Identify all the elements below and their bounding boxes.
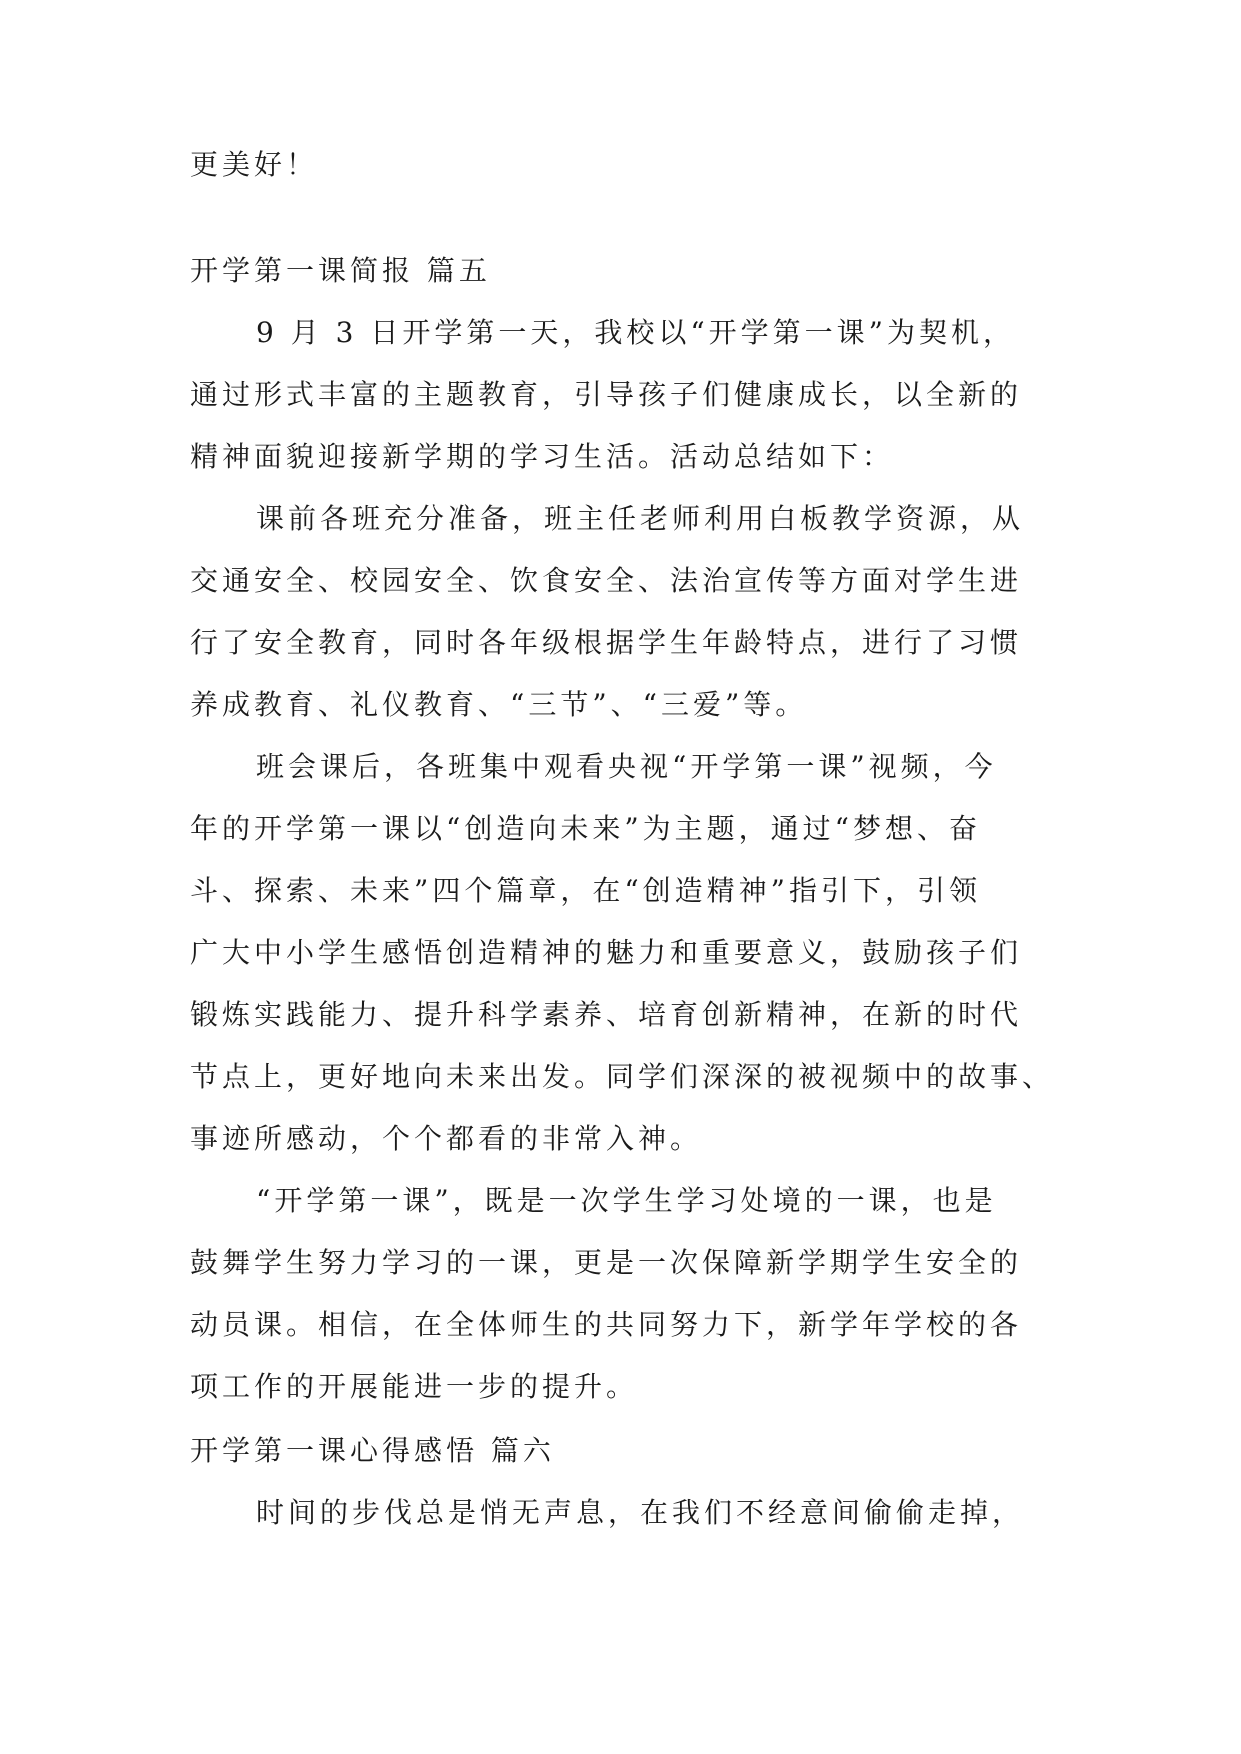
paragraph-line: 时间的步伐总是悄无声息，在我们不经意间偷偷走掉，	[256, 1496, 1025, 1529]
section-five	[190, 240, 1055, 1418]
paragraph-line: 锻炼实践能力、提升科学素养、培育创新精神，在新的时代	[190, 998, 1023, 1031]
paragraph-line: 交通安全、校园安全、饮食安全、法治宣传等方面对学生进	[190, 564, 1023, 597]
paragraph-line: 班会课后，各班集中观看央视“开学第一课”视频，今	[256, 750, 997, 783]
paragraph-line: 节点上，更好地向未来出发。同学们深深的被视频中的故事、	[190, 1060, 1055, 1093]
paragraph-line: 行了安全教育，同时各年级根据学生年龄特点，进行了习惯	[190, 626, 1023, 659]
paragraph-line: 养成教育、礼仪教育、“三节”、“三爱”等。	[190, 688, 808, 721]
paragraph-line: 鼓舞学生努力学习的一课，更是一次保障新学期学生安全的	[190, 1246, 1023, 1279]
paragraph-line: 课前各班充分准备，班主任老师利用白板教学资源，从	[256, 502, 1025, 535]
section-six-heading: 开学第一课心得感悟 篇六	[190, 1434, 555, 1467]
paragraph-line: 动员课。相信，在全体师生的共同努力下，新学年学校的各	[190, 1308, 1023, 1341]
section-six	[190, 1420, 1050, 1544]
paragraph-line: 9 月 3 日开学第一天，我校以“开学第一课”为契机，	[256, 316, 1015, 349]
paragraph-line: 事迹所感动，个个都看的非常入神。	[190, 1122, 703, 1155]
paragraph-line: 斗、探索、未来”四个篇章，在“创造精神”指引下，引领	[190, 874, 981, 907]
paragraph-line: 通过形式丰富的主题教育，引导孩子们健康成长，以全新的	[190, 378, 1023, 411]
paragraph-line: 项工作的开展能进一步的提升。	[190, 1370, 639, 1403]
paragraph-line: 年的开学第一课以“创造向未来”为主题，通过“梦想、奋	[190, 812, 981, 845]
paragraph-line: “开学第一课”，既是一次学生学习处境的一课，也是	[256, 1184, 997, 1217]
closing-line: 更美好！	[190, 148, 319, 181]
closing-text	[190, 134, 1050, 196]
paragraph-line: 广大中小学生感悟创造精神的魅力和重要意义，鼓励孩子们	[190, 936, 1023, 969]
paragraph-line: 精神面貌迎接新学期的学习生活。活动总结如下：	[190, 440, 895, 473]
section-five-heading: 开学第一课简报 篇五	[190, 254, 491, 287]
